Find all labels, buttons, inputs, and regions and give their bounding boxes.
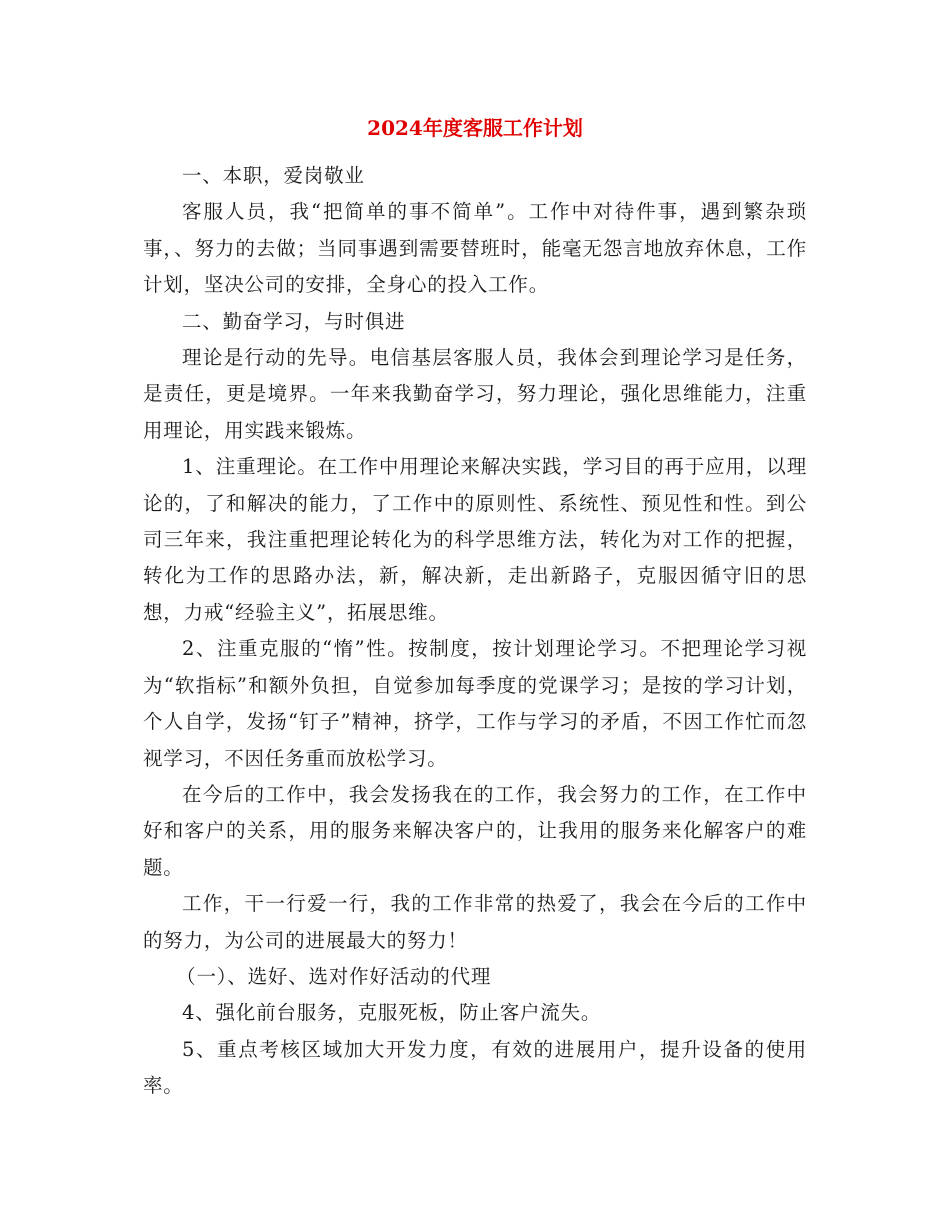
paragraph: 工作，干一行爱一行，我的工作非常的热爱了，我会在今后的工作中的努力，为公司的进展最大的努力！ — [143, 892, 807, 952]
subsection-heading: （一）、选好、选对作好活动的代理 — [176, 964, 492, 988]
paragraph: 1、注重理论。在工作中用理论来解决实践，学习目的再于应用，以理论的，了和解决的能力，了工作中的原则性、系统性、预见性和性。到公司三年来，我注重把理论转化为的科学思维方法，转化为对工作的把握，转化为工作的思路办法，新，解决新，走出新路子，克服因循守旧的思想，力戒“经验主义”，拓展思维。 — [143, 455, 807, 624]
paragraph: 客服人员，我“把简单的事不简单”。工作中对待件事，遇到繁杂琐事，、努力的去做；当同事遇到需要替班时，能毫无怨言地放弃休息，工作计划，坚决公司的安排，全身心的投入工作。 — [143, 200, 807, 297]
paragraph: 2、注重克服的“惰”性。按制度，按计划理论学习。不把理论学习视为“软指标”和额外负担，自觉参加每季度的党课学习；是按的学习计划，个人自学，发扬“钉子”精神，挤学，工作与学习的矛盾，不因工作忙而忽视学习，不因任务重而放松学习。 — [143, 637, 807, 770]
paragraph: 在今后的工作中，我会发扬我在的工作，我会努力的工作，在工作中好和客户的关系，用的服务来解决客户的，让我用的服务来化解客户的难题。 — [143, 782, 807, 879]
document-title: 2024年度客服工作计划 — [367, 116, 583, 140]
paragraph: 理论是行动的先导。电信基层客服人员，我体会到理论学习是任务，是责任，更是境界。一年来我勤奋学习，努力理论，强化思维能力，注重用理论，用实践来锻炼。 — [143, 346, 807, 442]
section-heading-1: 一、本职，爱岗敬业 — [182, 164, 365, 187]
paragraph: 4、强化前台服务，克服死板，防止客户流失。 — [182, 1001, 602, 1025]
document-body — [143, 158, 807, 1105]
paragraph: 5、重点考核区域加大开发力度，有效的进展用户，提升设备的使用率。 — [143, 1037, 807, 1098]
section-heading-2: 二、勤奋学习，与时俱进 — [182, 309, 406, 333]
